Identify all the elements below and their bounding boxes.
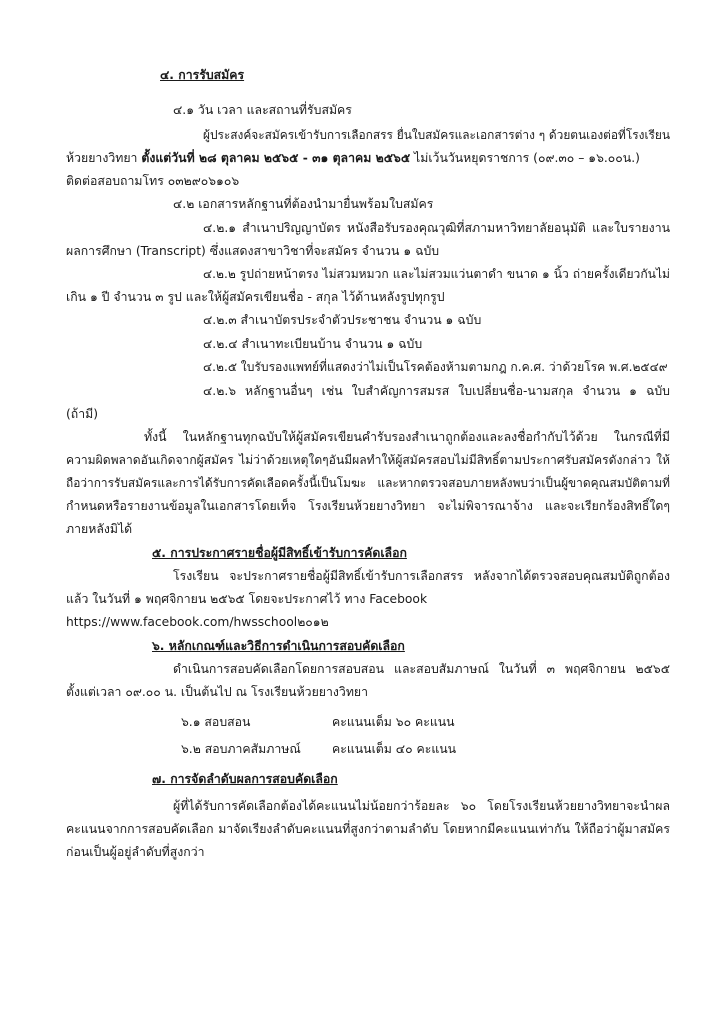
section-4-heading: ๔. การรับสมัคร	[160, 68, 245, 82]
contact-phone: ติดต่อสอบถามโทร ๐๓๒๙๐๖๑๐๖	[66, 174, 240, 188]
application-dates: ตั้งแต่วันที่ ๒๘ ตุลาคม ๒๕๖๕ - ๓๑ ตุลาคม ๒๕๖๕	[141, 151, 411, 165]
section-6-heading: ๖. หลักเกณฑ์และวิธีการดำเนินการสอบคัดเลือก	[152, 639, 405, 653]
section-6-line-1: ดำเนินการสอบคัดเลือกโดยการสอบสอน และสอบสัมภาษณ์ ในวันที่ ๓ พฤศจิกายน ๒๕๖๕	[173, 662, 670, 676]
exam-score-teaching: คะแนนเต็ม ๖๐ คะแนน	[332, 715, 455, 729]
section-4-1-line-1: ผู้ประสงค์จะสมัครเข้ารับการเลือกสรร ยื่นใบสมัครและเอกสารต่าง ๆ ด้วยตนเองต่อที่โรงเรียน	[203, 128, 670, 142]
section-7-line-1: ผู้ที่ได้รับการคัดเลือกต้องได้คะแนนไม่น้อยกว่าร้อยละ ๖๐ โดยโรงเรียนห้วยยางวิทยาจะนำผล	[173, 799, 670, 813]
doc-item-3: ๔.๒.๓ สำเนาบัตรประจำตัวประชาชน จำนวน ๑ ฉบับ	[203, 313, 482, 327]
section-7-heading: ๗. การจัดลำดับผลการสอบคัดเลือก	[152, 772, 338, 786]
section-4-1-line-2-post: ไม่เว้นวันหยุดราชการ (๐๙.๓๐ – ๑๖.๐๐น.)	[410, 151, 640, 165]
facebook-url: https://www.facebook.com/hwsschool๒๐๑๒	[66, 615, 329, 629]
section-6-line-2: ตั้งแต่เวลา ๐๙.๐๐ น. เป็นต้นไป ณ โรงเรียนห้วยยางวิทยา	[66, 685, 369, 699]
section-5-line-2: แล้ว ในวันที่ ๑ พฤศจิกายน ๒๕๖๕ โดยจะประกาศไว้ ทาง Facebook	[66, 592, 428, 606]
note-line-1: ทั้งนี้ ในหลักฐานทุกฉบับให้ผู้สมัครเขียนคำรับรองสำเนาถูกต้องและลงชื่อกำกับไว้ด้วย ในกรณีที่มี	[144, 430, 670, 444]
section-5-line-1: โรงเรียน จะประกาศรายชื่อผู้มีสิทธิ์เข้ารับการเลือกสรร หลังจากได้ตรวจสอบคุณสมบัติถูกต้อง	[173, 569, 670, 583]
section-4-2-title: ๔.๒ เอกสารหลักฐานที่ต้องนำมายื่นพร้อมใบสมัคร	[173, 197, 434, 211]
doc-item-2b: เกิน ๑ ปี จำนวน ๓ รูป และให้ผู้สมัครเขียนชื่อ - สกุล ไว้ด้านหลังรูปทุกรูป	[66, 290, 445, 304]
doc-item-4: ๔.๒.๔ สำเนาทะเบียนบ้าน จำนวน ๑ ฉบับ	[203, 337, 423, 351]
doc-item-6b: (ถ้ามี)	[66, 407, 99, 421]
doc-item-5: ๔.๒.๕ ใบรับรองแพทย์ที่แสดงว่าไม่เป็นโรคต้องห้ามตามกฎ ก.ค.ศ. ว่าด้วยโรค พ.ศ.๒๕๔๙	[203, 360, 668, 374]
note-line-5: ภายหลังมิได้	[66, 522, 133, 536]
doc-item-2a: ๔.๒.๒ รูปถ่ายหน้าตรง ไม่สวมหมวก และไม่สวมแว่นตาดำ ขนาด ๑ นิ้ว ถ่ายครั้งเดียวกันไม่	[203, 267, 670, 281]
section-5-heading: ๕. การประกาศรายชื่อผู้มีสิทธิ์เข้ารับการคัดเลือก	[152, 546, 407, 560]
doc-item-6: ๔.๒.๖ หลักฐานอื่นๆ เช่น ใบสำคัญการสมรส ใบเปลี่ยนชื่อ-นามสกุล จำนวน ๑ ฉบับ	[203, 384, 670, 398]
note-line-3: ถือว่าการรับสมัครและการได้รับการคัดเลือดครั้งนี้เป็นโมฆะ และหากตรวจสอบภายหลังพบว่าเป็นผู้ขาดคุณสมบัติตามที่	[66, 476, 670, 490]
exam-item-teaching: ๖.๑ สอบสอน	[181, 715, 251, 729]
exam-item-interview: ๖.๒ สอบภาคสัมภาษณ์	[181, 742, 301, 756]
note-line-4: กำหนดหรือรายงานข้อมูลในเอกสารโดยเท็จ โรงเรียนห้วยยางวิทยา จะไม่พิจารณาจ้าง และจะเรียกร้องสิทธิ์ใดๆ	[66, 499, 670, 513]
exam-score-interview: คะแนนเต็ม ๔๐ คะแนน	[332, 742, 457, 756]
section-7-line-3: ก่อนเป็นผู้อยู่ลำดับที่สูงกว่า	[66, 845, 205, 859]
section-7-line-2: คะแนนจากการสอบคัดเลือก มาจัดเรียงลำดับคะแนนที่สูงกว่าตามลำดับ โดยหากมีคะแนนเท่ากัน ให้ถือว่าผู้มาสมัคร	[66, 822, 670, 836]
doc-item-1b: ผลการศึกษา (Transcript) ซึ่งแสดงสาขาวิชาที่จะสมัคร จำนวน ๑ ฉบับ	[66, 244, 440, 258]
section-4-1-line-2-pre: ห้วยยางวิทยา	[66, 151, 142, 165]
note-line-2: ความผิดพลาดอันเกิดจากผู้สมัคร ไม่ว่าด้วยเหตุใดๆอันมีผลทำให้ผู้สมัครสอบไม่มีสิทธิ์ตามประกาศรับสมัครดังกล่าว ให้	[66, 453, 670, 467]
section-4-1-title: ๔.๑ วัน เวลา และสถานที่รับสมัคร	[173, 103, 352, 117]
doc-item-1a: ๔.๒.๑ สำเนาปริญญาบัตร หนังสือรับรองคุณวุฒิที่สภามหาวิทยาลัยอนุมัติ และใบรายงาน	[203, 221, 670, 235]
section-4-1-line-2	[66, 149, 640, 167]
